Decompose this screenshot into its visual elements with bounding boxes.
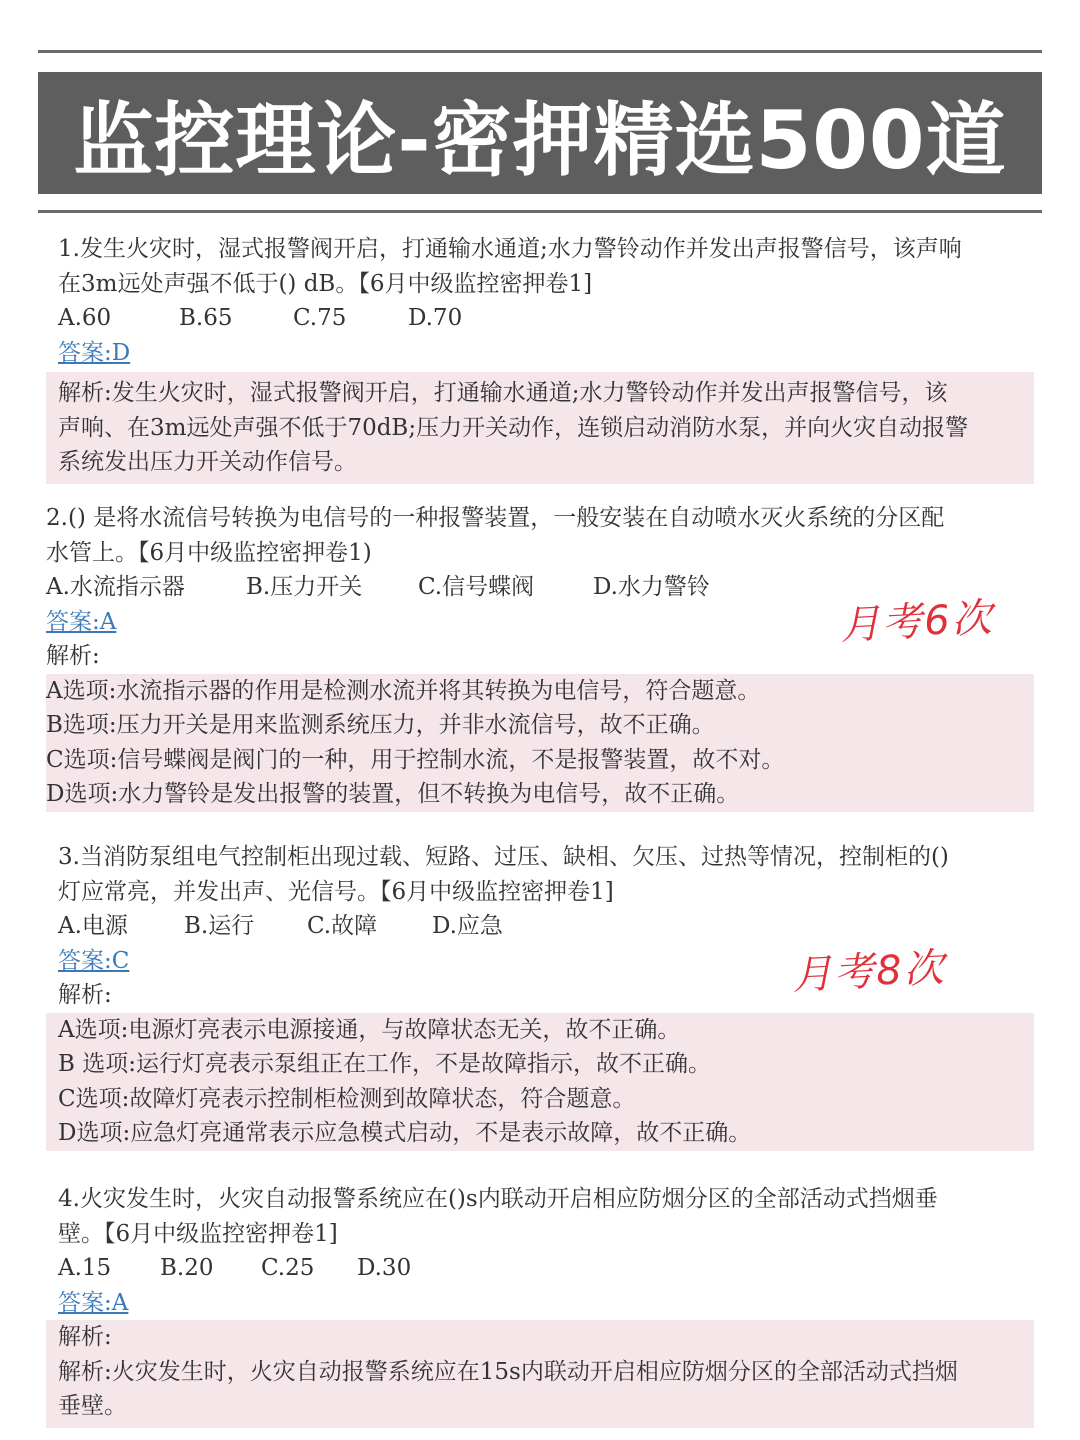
answer-link[interactable]: 答案:A: [58, 1289, 129, 1316]
answer-link[interactable]: 答案:A: [46, 608, 117, 635]
answer-link[interactable]: 答案:C: [58, 947, 130, 974]
option-d: D.70: [408, 305, 463, 331]
question-4: [0, 1182, 1080, 1428]
question-stem-line: 2.() 是将水流信号转换为电信号的一种报警装置，一般安装在自动喷水灭火系统的分区配: [46, 505, 945, 531]
page-title: 监控理论-密押精选500道: [73, 93, 1007, 187]
explanation-box: [46, 372, 1034, 484]
analysis-label: 解析:: [58, 982, 112, 1008]
question-stem-line: 灯应常亮，并发出声、光信号。【6月中级监控密押卷1]: [58, 878, 614, 905]
explanation-line: B 选项:运行灯亮表示泵组正在工作，不是故障指示，故不正确。: [58, 1051, 711, 1077]
explanation-line: 解析:发生火灾时，湿式报警阀开启，打通输水通道;水力警铃动作并发出声报警信号，该: [58, 380, 948, 406]
explanation-line: 解析:: [58, 1324, 112, 1350]
option-b: B.65: [179, 305, 233, 331]
option-c: C.信号蝶阀: [418, 574, 535, 600]
explanation-line: B选项:压力开关是用来监测系统压力，并非水流信号，故不正确。: [46, 712, 715, 738]
handwritten-note: 月考6次: [839, 595, 995, 649]
explanation-line: D选项:应急灯亮通常表示应急模式启动，不是表示故障，故不正确。: [58, 1120, 752, 1146]
top-rule: [38, 50, 1042, 53]
option-b: B.20: [160, 1255, 214, 1281]
option-a: A.水流指示器: [46, 574, 185, 600]
explanation-line: D选项:水力警铃是发出报警的装置，但不转换为电信号，故不正确。: [46, 781, 740, 807]
explanation-line: 解析:火灾发生时，火灾自动报警系统应在15s内联动开启相应防烟分区的全部活动式挡烟: [58, 1358, 958, 1385]
explanation-line: A选项:电源灯亮表示电源接通，与故障状态无关，故不正确。: [58, 1016, 681, 1043]
option-d: D.应急: [432, 913, 503, 939]
option-b: B.运行: [184, 913, 255, 939]
question-stem-line: 4.火灾发生时，火灾自动报警系统应在()s内联动开启相应防烟分区的全部活动式挡烟垂: [58, 1186, 938, 1212]
option-c: C.25: [261, 1255, 315, 1281]
explanation-line: 垂壁。: [58, 1393, 127, 1419]
explanation-line: A选项:水流指示器的作用是检测水流并将其转换为电信号，符合题意。: [46, 677, 761, 704]
explanation-line: 系统发出压力开关动作信号。: [58, 449, 357, 475]
handwritten-note: 月考8次: [791, 945, 947, 999]
question-3: [0, 840, 1080, 1151]
question-stem-line: 水管上。【6月中级监控密押卷1): [46, 539, 372, 566]
explanation-box: [46, 1013, 1034, 1151]
options-row: [58, 301, 1080, 336]
question-stem-line: 1.发生火灾时，湿式报警阀开启，打通输水通道;水力警铃动作并发出声报警信号，该声响: [58, 236, 962, 262]
explanation-line: 声响、在3m远处声强不低于70dB;压力开关动作，连锁启动消防水泵，并向火灾自动报警: [58, 414, 969, 441]
option-a: A.60: [58, 305, 112, 331]
options-row: [58, 1251, 1080, 1286]
option-c: C.故障: [307, 913, 378, 939]
explanation-line: C选项:信号蝶阀是阀门的一种，用于控制水流，不是报警装置，故不对。: [46, 746, 785, 773]
option-c: C.75: [293, 305, 347, 331]
option-a: A.电源: [58, 913, 128, 939]
option-b: B.压力开关: [246, 574, 363, 600]
option-d: D.水力警铃: [593, 574, 710, 600]
answer-link[interactable]: 答案:D: [58, 339, 131, 366]
question-stem-line: 3.当消防泵组电气控制柜出现过载、短路、过压、缺相、欠压、过热等情况，控制柜的(): [58, 844, 949, 870]
title-banner: [38, 72, 1042, 194]
explanation-box: [46, 674, 1034, 812]
explanation-line: C选项:故障灯亮表示控制柜检测到故障状态，符合题意。: [58, 1085, 636, 1112]
question-2: [0, 501, 1080, 812]
question-1: [0, 232, 1080, 484]
option-a: A.15: [58, 1255, 112, 1281]
question-stem-line: 壁。【6月中级监控密押卷1]: [58, 1220, 338, 1247]
question-stem-line: 在3m远处声强不低于() dB。【6月中级监控密押卷1]: [58, 270, 593, 297]
option-d: D.30: [357, 1255, 412, 1281]
analysis-label: 解析:: [46, 643, 100, 669]
explanation-box: [46, 1320, 1034, 1428]
bottom-rule: [38, 210, 1042, 213]
